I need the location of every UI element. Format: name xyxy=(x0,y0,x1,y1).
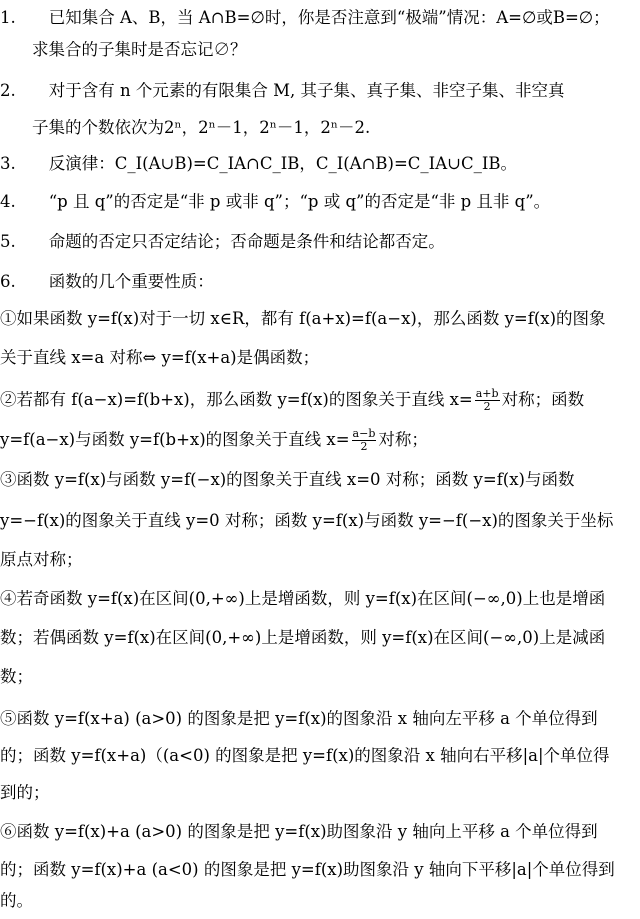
prop-4-line-1: ④若奇函数 y=f(x)在区间(0,+∞)上是增函数，则 y=f(x)在区间(−∞,0)上也是增函 xyxy=(0,589,606,608)
item-1-line-1: 1. 已知集合 A、B，当 A∩B=∅时，你是否注意到“极端”情况：A=∅或B=∅； xyxy=(0,8,610,27)
item-2-line-2: 子集的个数依次为2ⁿ，2ⁿ－1，2ⁿ－1，2ⁿ－2. xyxy=(32,118,371,137)
fraction-numerator: a+b xyxy=(475,387,499,400)
prop-6-line-2: 的；函数 y=f(x)+a (a<0) 的图象是把 y=f(x)助图象沿 y 轴向下平移|a|个单位得到 xyxy=(0,860,615,879)
prop-3-line-3: 原点对称； xyxy=(0,550,83,569)
prop-2-line-1 xyxy=(0,380,640,420)
prop-2-line-1-tail: 对称；函数 xyxy=(501,390,585,409)
prop-5-line-3: 到的； xyxy=(0,783,50,802)
fraction-numerator: a−b xyxy=(352,427,376,440)
prop-2-line-2-tail: 对称； xyxy=(378,430,428,449)
item-5-line-1: 5. 命题的否定只否定结论；否命题是条件和结论都否定。 xyxy=(0,232,445,251)
prop-1-line-1: ①如果函数 y=f(x)对于一切 x∈R，都有 f(a+x)=f(a−x)，那么函数 y=f(x)的图象 xyxy=(0,309,606,328)
fraction-a-minus-b xyxy=(352,428,377,453)
prop-6-line-3: 的。 xyxy=(0,891,33,910)
prop-1-line-2: 关于直线 x=a 对称⇔ y=f(x+a)是偶函数； xyxy=(0,348,320,367)
prop-2-line-2 xyxy=(0,420,640,460)
item-2-line-1: 2. 对于含有 n 个元素的有限集合 M, 其子集、真子集、非空子集、非空真 xyxy=(0,81,565,100)
item-4-line-1: 4. “p 且 q”的否定是“非 p 或非 q”；“p 或 q”的否定是“非 p 且非 q”。 xyxy=(0,192,551,211)
prop-5-line-2: 的；函数 y=f(x+a)（(a<0) 的图象是把 y=f(x)的图象沿 x 轴向右平移|a|个单位得 xyxy=(0,746,610,765)
fraction-denominator: 2 xyxy=(360,440,368,453)
fraction-denominator: 2 xyxy=(483,400,491,413)
prop-3-line-1: ③函数 y=f(x)与函数 y=f(−x)的图象关于直线 x=0 对称；函数 y=f(x)与函数 xyxy=(0,470,575,489)
item-3-line-1: 3. 反演律：C_I(A∪B)=C_IA∩C_IB，C_I(A∩B)=C_IA∪C_IB。 xyxy=(0,154,517,173)
prop-4-line-3: 数； xyxy=(0,667,33,686)
prop-2-line-1-text: ②若都有 f(a−x)=f(b+x)，那么函数 y=f(x)的图象关于直线 x= xyxy=(0,390,473,409)
prop-5-line-1: ⑤函数 y=f(x+a) (a>0) 的图象是把 y=f(x)的图象沿 x 轴向左平移 a 个单位得到 xyxy=(0,709,598,728)
prop-4-line-2: 数；若偶函数 y=f(x)在区间(0,+∞)上是增函数，则 y=f(x)在区间(−∞,0)上是减函 xyxy=(0,628,606,647)
item-1-line-2: 求集合的子集时是否忘记∅？ xyxy=(32,40,247,59)
prop-6-line-1: ⑥函数 y=f(x)+a (a>0) 的图象是把 y=f(x)助图象沿 y 轴向上平移 a 个单位得到 xyxy=(0,822,598,841)
prop-2-line-2-text: y=f(a−x)与函数 y=f(b+x)的图象关于直线 x= xyxy=(0,430,350,449)
item-6-line-1: 6. 函数的几个重要性质： xyxy=(0,272,214,291)
prop-3-line-2: y=−f(x)的图象关于直线 y=0 对称；函数 y=f(x)与函数 y=−f(−x)的图象关于坐标 xyxy=(0,511,614,530)
fraction-a-plus-b xyxy=(475,388,500,413)
